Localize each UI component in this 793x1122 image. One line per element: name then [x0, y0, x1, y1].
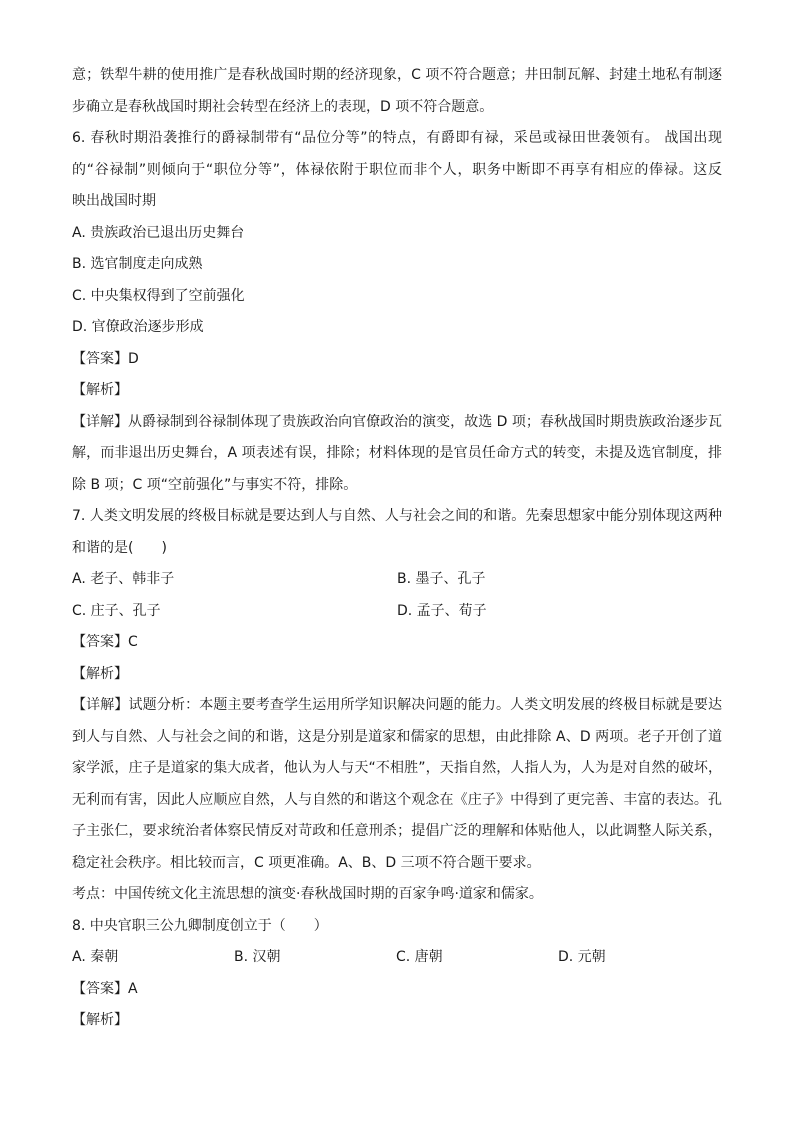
q6-option-c: C. 中央集权得到了空前强化	[72, 287, 245, 304]
q6-detail-line: 解，而非退出历史舞台，A 项表述有误，排除；材料体现的是官员任命方式的转变，未提及选官制度，排	[72, 445, 722, 461]
q7-option-a: A. 老子、韩非子	[72, 571, 175, 587]
q6-option-a: A. 贵族政治已退出历史舞台	[72, 224, 245, 241]
q7-option-b: B. 墨子、孔子	[397, 571, 486, 587]
q6-analysis-label: 【解析】	[72, 382, 128, 398]
q7-option-d: D. 孟子、荀子	[397, 602, 487, 619]
q7-option-c: C. 庄子、孔子	[72, 602, 161, 619]
detail-label: 【详解】	[72, 413, 129, 430]
q6-detail-line: 除 B 项；C 项“空前强化”与事实不符，排除。	[72, 476, 358, 493]
q7-analysis-label: 【解析】	[72, 665, 128, 682]
answer-value: A	[128, 980, 138, 997]
q8-answer	[72, 974, 722, 1006]
q8-options-row	[72, 942, 722, 974]
q5-explanation-line: 步确立是春秋战国时期社会转型在经济上的表现，D 项不符合题意。	[72, 98, 494, 115]
q6-option-b: B. 选官制度走向成熟	[72, 256, 203, 272]
q8-option-a: A. 秦朝	[72, 949, 119, 965]
q7-kaodian: 考点：中国传统文化主流思想的演变·春秋战国时期的百家争鸣·道家和儒家。	[72, 886, 543, 902]
q8-option-b: B. 汉朝	[234, 949, 281, 965]
q7-options-row	[72, 596, 722, 628]
q8-option-c: C. 唐朝	[396, 949, 443, 965]
document-page	[72, 60, 722, 1037]
q7-answer	[72, 627, 722, 659]
detail-text: 试题分析：本题主要考查学生运用所学知识解决问题的能力。人类文明发展的终极目标就是要达	[128, 697, 722, 713]
q6-answer	[72, 344, 722, 376]
q8-analysis-label: 【解析】	[72, 1012, 128, 1028]
answer-value: C	[128, 634, 138, 650]
q7-detail-line: 到人与自然、人与社会之间的和谐，这是分别是道家和儒家的思想，由此排除 A、D 两项。老子开创了道	[72, 728, 722, 745]
q5-explanation-line: 意；铁犁牛耕的使用推广是春秋战国时期的经济现象，C 项不符合题意；井田制瓦解、封建土地私有制逐	[72, 67, 722, 83]
q7-stem-line: 和谐的是( )	[72, 539, 167, 556]
q6-stem-line: 的“谷禄制”则倾向于“职位分等”，体禄依附于职位而非个人，职务中断即不再享有相应的俸禄。这反	[72, 161, 722, 178]
q6-stem-line: 映出战国时期	[72, 193, 156, 209]
answer-label: 【答案】	[72, 350, 128, 367]
q7-detail-line: 家学派，庄子是道家的集大成者，他认为人与天“不相胜”，天指自然，人指人为，人为是对自然的破坏，	[72, 760, 722, 776]
q7-detail-line: 稳定社会秩序。相比较而言，C 项更准确。A、B、D 三项不符合题干要求。	[72, 854, 541, 871]
answer-label: 【答案】	[72, 980, 128, 997]
q8-stem-line: 8. 中央官职三公九卿制度创立于（ ）	[72, 917, 328, 934]
detail-text: 从爵禄制到谷禄制体现了贵族政治向官僚政治的演变，故选 D 项；春秋战国时期贵族政治逐步瓦	[128, 413, 722, 430]
answer-value: D	[128, 350, 139, 367]
q8-option-d: D. 元朝	[558, 949, 606, 965]
q6-stem-line: 6. 春秋时期沿袭推行的爵禄制带有“品位分等”的特点，有爵即有禄，采邑或禄田世袭领有。 战国出现	[72, 130, 722, 146]
q7-stem-line: 7. 人类文明发展的终极目标就是要达到人与自然、人与社会之间的和谐。先秦思想家中能分别体现这两种	[72, 508, 722, 524]
q7-detail-line: 无利而有害，因此人应顺应自然，人与自然的和谐这个观念在《庄子》中得到了更完善、丰富的表达。孔	[72, 791, 722, 808]
q6-detail-line	[72, 407, 722, 439]
q7-options-row	[72, 564, 722, 596]
q7-detail-line: 子主张仁，要求统治者体察民情反对苛政和任意刑杀；提倡广泛的理解和体贴他人，以此调整人际关系，	[72, 823, 722, 839]
q7-detail-line	[72, 690, 722, 722]
detail-label: 【详解】	[72, 697, 129, 713]
q6-option-d: D. 官僚政治逐步形成	[72, 319, 204, 335]
answer-label: 【答案】	[72, 634, 128, 650]
